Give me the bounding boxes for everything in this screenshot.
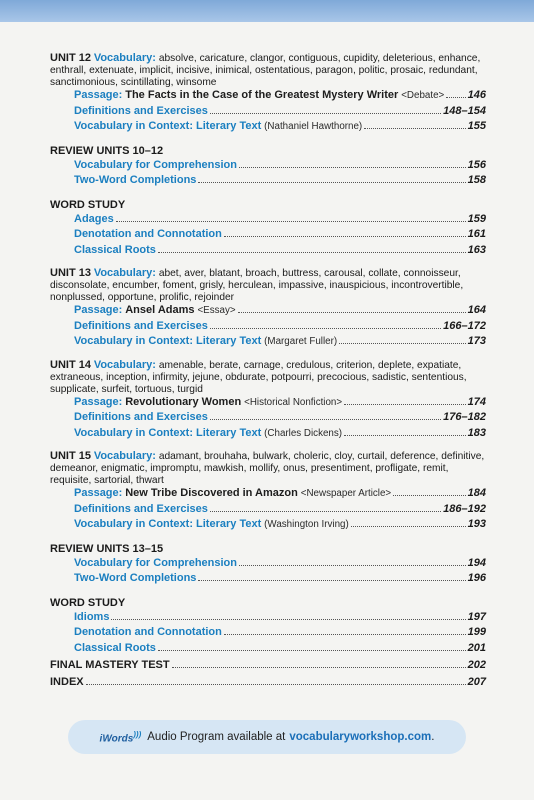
page-number: 146 <box>467 89 486 101</box>
definitions-line[interactable] <box>50 105 486 121</box>
dot-leader <box>344 404 466 405</box>
toc-label: FINAL MASTERY TEST <box>50 659 170 671</box>
definitions-label: Definitions and Exercises <box>74 502 208 515</box>
passage-title: The Facts in the Case of the Greatest Mystery Writer <box>125 89 399 101</box>
toc-label: Adages <box>74 212 114 225</box>
toc-label: Classical Roots <box>74 641 156 654</box>
page-number: 196 <box>467 572 486 584</box>
context-line[interactable] <box>50 335 486 351</box>
page-number: 164 <box>467 304 486 316</box>
passage-label: Passage: <box>74 395 123 408</box>
context-label: Vocabulary in Context: Literary Text <box>74 335 262 347</box>
passage-line[interactable] <box>50 89 486 105</box>
toc-label: Denotation and Connotation <box>74 626 222 638</box>
dot-leader <box>344 435 466 436</box>
page-number: 148–154 <box>443 104 486 117</box>
dot-leader <box>198 580 465 581</box>
toc-line[interactable] <box>50 611 486 627</box>
section-heading: WORD STUDY <box>50 198 126 211</box>
page-number: 161 <box>467 228 486 240</box>
vocabulary-words: absolve, caricature, clangor, contiguous, cupidity, deleterious, enhance, enthrall, extenuate, implicit, incisive, inimical, ostentatious, paragon, politic, prosaic, redundant, sanctimonious, scintillating, winsome <box>50 53 481 88</box>
context-label: Vocabulary in Context: Literary Text <box>74 120 262 132</box>
dot-leader <box>116 221 466 222</box>
vocabulary-words: abet, aver, blatant, broach, buttress, carousal, collate, connoisseur, disconsolate, encumber, foment, grisly, herculean, impassive, inauspicious, incontrovertible, nonplussed, opportune, prolific, rejoinder <box>50 268 464 303</box>
toc-line[interactable] <box>50 174 486 190</box>
toc-label: Two-Word Completions <box>74 174 197 186</box>
toc-label: Classical Roots <box>74 243 156 256</box>
unit-number: UNIT 12 <box>50 52 91 64</box>
audio-program-banner <box>68 720 466 754</box>
vocabulary-label: Vocabulary: <box>93 358 156 371</box>
passage-label: Passage: <box>74 304 123 316</box>
passage-title: Revolutionary Women <box>125 395 242 408</box>
unit-14-vocabulary <box>50 359 486 396</box>
dot-leader <box>446 97 465 98</box>
index-line[interactable] <box>50 676 486 693</box>
dot-leader <box>238 312 466 313</box>
page-number: 163 <box>467 243 486 256</box>
dot-leader <box>239 565 466 566</box>
page-number: 193 <box>467 518 486 530</box>
context-line[interactable] <box>50 427 486 443</box>
toc-line[interactable] <box>50 626 486 642</box>
section-heading: WORD STUDY <box>50 596 126 609</box>
page-number: 202 <box>467 659 486 671</box>
context-author: (Margaret Fuller) <box>264 336 338 347</box>
definitions-label: Definitions and Exercises <box>74 319 208 332</box>
toc-label: Vocabulary for Comprehension <box>74 556 237 569</box>
page-number: 199 <box>467 626 486 638</box>
toc-line[interactable] <box>50 213 486 229</box>
sound-waves-icon: ))) <box>133 729 142 739</box>
dot-leader <box>351 526 466 527</box>
dot-leader <box>210 113 441 114</box>
vocabulary-label: Vocabulary: <box>93 52 156 64</box>
website-link[interactable]: vocabularyworkshop.com <box>289 731 432 743</box>
unit-number: UNIT 13 <box>50 267 91 279</box>
passage-genre: <Historical Nonfiction> <box>244 396 343 408</box>
definitions-label: Definitions and Exercises <box>74 411 208 423</box>
context-author: (Nathaniel Hawthorne) <box>264 121 363 132</box>
dot-leader <box>111 619 465 620</box>
context-author: (Charles Dickens) <box>264 427 343 439</box>
toc-line[interactable] <box>50 228 486 244</box>
context-line[interactable] <box>50 120 486 136</box>
page-number: 184 <box>467 487 486 499</box>
dot-leader <box>224 236 466 237</box>
banner-period: . <box>431 731 435 743</box>
context-label: Vocabulary in Context: Literary Text <box>74 426 262 439</box>
section-heading: REVIEW UNITS 13–15 <box>50 542 164 555</box>
dot-leader <box>198 182 465 183</box>
passage-title: New Tribe Discovered in Amazon <box>125 487 298 499</box>
passage-genre: <Newspaper Article> <box>300 488 392 499</box>
passage-title: Ansel Adams <box>125 304 195 316</box>
toc-label: Two-Word Completions <box>74 572 197 584</box>
unit-12-vocabulary <box>50 52 486 89</box>
toc-line[interactable] <box>50 244 486 260</box>
dot-leader <box>239 167 466 168</box>
toc-label: Vocabulary for Comprehension <box>74 158 237 171</box>
unit-number: UNIT 15 <box>50 450 91 462</box>
section-heading: REVIEW UNITS 10–12 <box>50 144 164 157</box>
page-number: 176–182 <box>443 411 486 423</box>
iwords-logo-text: iWords <box>99 733 134 745</box>
toc-line[interactable] <box>50 557 486 573</box>
page-number: 155 <box>467 120 486 132</box>
definitions-line[interactable] <box>50 320 486 336</box>
definitions-line[interactable] <box>50 411 486 427</box>
passage-label: Passage: <box>74 89 123 101</box>
toc-label: INDEX <box>50 676 84 688</box>
vocabulary-words: adamant, brouhaha, bulwark, choleric, cloy, curtail, deference, definitive, demeanor, enigmatic, impromptu, mawkish, mollify, onus, presentiment, profligate, remit, requisite, sartorial, thwart <box>50 451 485 486</box>
word-study-2 <box>50 596 486 658</box>
toc-label: Idioms <box>74 610 110 623</box>
passage-line[interactable] <box>50 304 486 320</box>
page-number: 158 <box>467 174 486 186</box>
page-number: 174 <box>467 395 486 408</box>
page-number: 207 <box>467 676 486 688</box>
review-units-13-15 <box>50 542 486 588</box>
definitions-label: Definitions and Exercises <box>74 104 208 117</box>
unit-14-entry <box>50 359 486 443</box>
unit-13-vocabulary <box>50 267 486 304</box>
toc-line[interactable] <box>50 572 486 588</box>
dot-leader <box>210 328 441 329</box>
dot-leader <box>172 667 466 668</box>
page-number: 201 <box>467 641 486 654</box>
dot-leader <box>339 343 466 344</box>
page-number: 166–172 <box>443 319 486 332</box>
page-number: 183 <box>467 426 486 439</box>
passage-genre: <Essay> <box>197 305 236 316</box>
top-color-band <box>0 0 534 22</box>
page-number: 194 <box>467 556 486 569</box>
toc-label: Denotation and Connotation <box>74 228 222 240</box>
dot-leader <box>158 650 466 651</box>
unit-15-vocabulary <box>50 450 486 487</box>
definitions-line[interactable] <box>50 503 486 519</box>
toc-line[interactable] <box>50 642 486 658</box>
banner-text: Audio Program available at <box>147 731 286 743</box>
dot-leader <box>86 684 466 685</box>
review-units-10-12 <box>50 144 486 190</box>
vocabulary-words: amenable, berate, carnage, credulous, criterion, deplete, expatiate, extraneous, inception, infirmity, jejune, obdurate, potpourri, precocious, sadistic, sententious, supplicate, surfeit, tortuous, turgid <box>50 359 467 395</box>
context-author: (Washington Irving) <box>264 519 349 530</box>
page-number: 197 <box>467 610 486 623</box>
context-line[interactable] <box>50 518 486 534</box>
iwords-logo <box>100 730 142 744</box>
passage-label: Passage: <box>74 487 123 499</box>
unit-12-entry <box>50 52 486 136</box>
page-number: 186–192 <box>443 502 486 515</box>
final-mastery-test-line[interactable] <box>50 659 486 676</box>
passage-line[interactable] <box>50 487 486 503</box>
word-study-1 <box>50 198 486 260</box>
dot-leader <box>224 634 466 635</box>
page-number: 173 <box>467 335 486 347</box>
passage-line[interactable] <box>50 396 486 412</box>
toc-line[interactable] <box>50 159 486 175</box>
unit-13-entry <box>50 267 486 351</box>
vocabulary-label: Vocabulary: <box>93 267 156 279</box>
passage-genre: <Debate> <box>401 90 445 101</box>
dot-leader <box>364 128 465 129</box>
vocabulary-label: Vocabulary: <box>93 450 156 462</box>
page-number: 156 <box>467 158 486 171</box>
dot-leader <box>393 495 465 496</box>
dot-leader <box>158 252 466 253</box>
unit-number: UNIT 14 <box>50 358 91 371</box>
dot-leader <box>210 511 441 512</box>
context-label: Vocabulary in Context: Literary Text <box>74 518 262 530</box>
dot-leader <box>210 419 441 420</box>
unit-15-entry <box>50 450 486 534</box>
page-number: 159 <box>467 212 486 225</box>
table-of-contents <box>50 52 486 693</box>
